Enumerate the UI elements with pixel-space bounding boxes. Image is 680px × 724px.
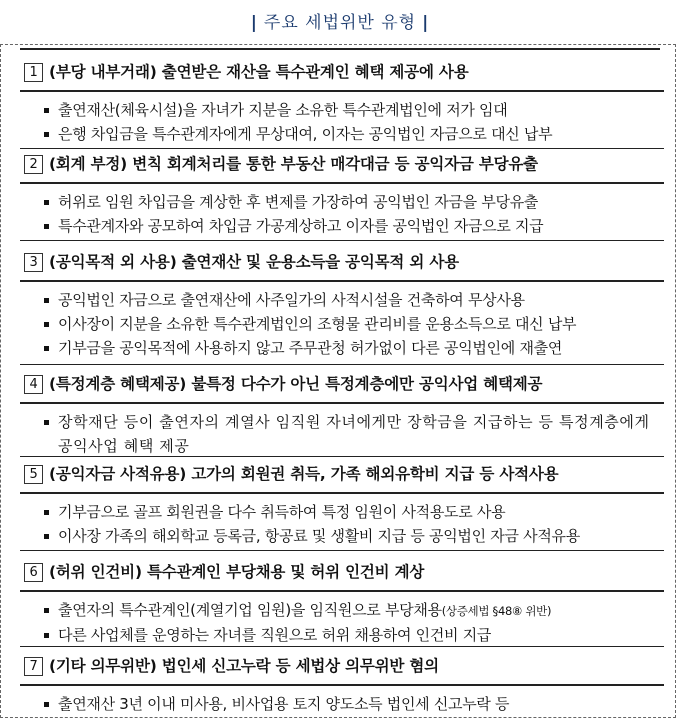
list-item: 기부금으로 골프 회원권을 다수 취득하여 특정 임원이 사적용도로 사용 xyxy=(20,500,664,524)
header-rule xyxy=(20,280,664,282)
section-1 xyxy=(20,58,664,146)
section-header xyxy=(20,150,664,178)
list-item-text: 출연자의 특수관계인(계열기업 임원)을 임직원으로 부당채용 xyxy=(58,601,442,619)
list-item: 공익법인 자금으로 출연재산에 사주일가의 사적시설을 건축하여 무상사용 xyxy=(20,288,664,312)
section-header xyxy=(20,248,664,276)
section-4 xyxy=(20,370,664,458)
list-item: 이사장이 지분을 소유한 특수관계법인의 조형물 관리비를 운용소득으로 대신 납부 xyxy=(20,312,664,336)
list-item: 기부금을 공익목적에 사용하지 않고 주무관청 허가없이 다른 공익법인에 재출연 xyxy=(20,336,664,360)
section-number: 5 xyxy=(24,465,43,484)
list-item: 이사장 가족의 해외학교 등록금, 항공료 및 생활비 지급 등 공익법인 자금 사적유용 xyxy=(20,524,664,548)
top-rule xyxy=(20,48,660,50)
header-rule xyxy=(20,90,664,92)
section-title: (허위 인건비) 특수관계인 부당채용 및 허위 인건비 계상 xyxy=(49,563,425,581)
header-rule xyxy=(20,590,664,592)
section-number: 1 xyxy=(24,63,43,82)
section-title: (부당 내부거래) 출연받은 재산을 특수관계인 혜택 제공에 사용 xyxy=(49,63,469,81)
section-5 xyxy=(20,460,664,548)
section-header xyxy=(20,558,664,586)
list-item: 은행 차입금을 특수관계자에게 무상대여, 이자는 공익법인 자금으로 대신 납부 xyxy=(20,122,664,146)
section-separator xyxy=(20,646,664,647)
section-2 xyxy=(20,150,664,238)
section-separator xyxy=(20,456,664,457)
list-item xyxy=(20,598,664,623)
list-item: 특수관계자와 공모하여 차입금 가공계상하고 이자를 공익법인 자금으로 지급 xyxy=(20,214,664,238)
section-header xyxy=(20,58,664,86)
section-7 xyxy=(20,652,664,716)
section-header xyxy=(20,370,664,398)
section-3 xyxy=(20,248,664,360)
header-rule xyxy=(20,182,664,184)
header-rule xyxy=(20,492,664,494)
section-separator xyxy=(20,240,664,241)
list-item: 출연재산(체육시설)을 자녀가 지분을 소유한 특수관계법인에 저가 임대 xyxy=(20,98,664,122)
header-rule xyxy=(20,684,664,686)
section-header xyxy=(20,652,664,680)
title-text: 주요 세법위반 유형 xyxy=(263,13,417,33)
section-title: (기타 의무위반) 법인세 신고누락 등 세법상 의무위반 혐의 xyxy=(49,657,439,675)
title-bar-right: | xyxy=(422,13,430,33)
section-separator xyxy=(20,550,664,551)
list-item: 허위로 임원 차입금을 계상한 후 변제를 가장하여 공익법인 자금을 부당유출 xyxy=(20,190,664,214)
section-number: 2 xyxy=(24,155,43,174)
page-title xyxy=(245,8,436,33)
section-header xyxy=(20,460,664,488)
list-item: 출연재산 3년 이내 미사용, 비사업용 토지 양도소득 법인세 신고누락 등 xyxy=(20,692,664,716)
section-number: 4 xyxy=(24,375,43,394)
section-title: (공익자금 사적유용) 고가의 회원권 취득, 가족 해외유학비 지급 등 사적사용 xyxy=(49,465,559,483)
section-number: 3 xyxy=(24,253,43,272)
section-title: (회계 부정) 변칙 회계처리를 통한 부동산 매각대금 등 공익자금 부당유출 xyxy=(49,155,538,173)
section-title: (공익목적 외 사용) 출연재산 및 운용소득을 공익목적 외 사용 xyxy=(49,253,459,271)
section-6 xyxy=(20,558,664,647)
header-rule xyxy=(20,402,664,404)
section-separator xyxy=(20,364,664,365)
list-item: 장학재단 등이 출연자의 계열사 임직원 자녀에게만 장학금을 지급하는 등 특정계층에게 공익사업 혜택 제공 xyxy=(20,410,664,458)
legal-note: (상증세법 §48⑧ 위반) xyxy=(441,604,552,618)
section-separator xyxy=(20,148,664,149)
title-bar-left: | xyxy=(250,13,258,33)
section-number: 6 xyxy=(24,563,43,582)
section-number: 7 xyxy=(24,657,43,676)
list-item: 다른 사업체를 운영하는 자녀를 직원으로 허위 채용하여 인건비 지급 xyxy=(20,623,664,647)
title-area xyxy=(0,8,680,33)
section-title: (특정계층 혜택제공) 불특정 다수가 아닌 특정계층에만 공익사업 혜택제공 xyxy=(49,375,543,393)
